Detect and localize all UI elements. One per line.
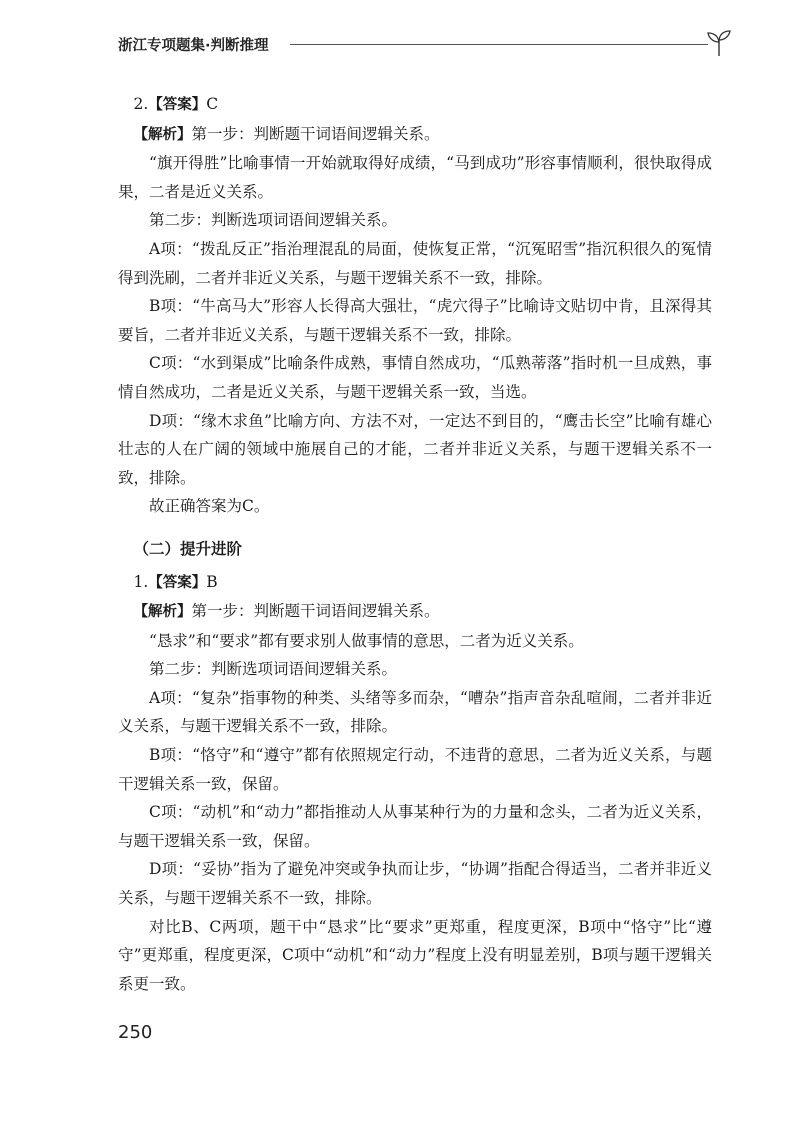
sprout-icon (704, 28, 734, 58)
q1-stem: “恳求”和“要求”都有要求别人做事情的意思，二者为近义关系。 (149, 631, 584, 650)
q2-answer-tag: 【答案】 (148, 97, 207, 113)
q1-option-b: B项：“恪守”和“遵守”都有依照规定行动，不违背的意思，二者为近义关系，与题干逻辑关系一致，保留。 (118, 746, 712, 793)
q1-option-c: C项：“动机”和“动力”都指推动人从事某种行为的力量和念头，二者为近义关系，与题干逻辑关系一致，保留。 (118, 803, 712, 850)
q1-answer-tag: 【答案】 (148, 574, 207, 591)
q2-answer-num: 2. (133, 95, 149, 113)
header-rule (290, 44, 708, 45)
q2-option-d: D项：“缘木求鱼”比喻方向、方法不对，一定达不到目的，“鹰击长空”比喻有雄心壮志的人在广阔的领域中施展自己的才能，二者并非近义关系，与题干逻辑关系不一致，排除。 (118, 411, 712, 487)
q2-conclusion: 故正确答案为C。 (149, 497, 270, 516)
page-number: 250 (118, 1022, 153, 1043)
q1-answer-line (118, 568, 712, 598)
page-content (118, 90, 712, 998)
q2-analysis-line (118, 120, 712, 150)
q2-option-a: A项：“拨乱反正”指治理混乱的局面，使恢复正常，“沉冤昭雪”指沉积很久的冤情得到洗刷，二者并非近义关系，与题干逻辑关系不一致，排除。 (118, 239, 712, 287)
q1-option-d: D项：“妥协”指为了避免冲突或争执而让步，“协调”指配合得适当，二者并非近义关系，与题干逻辑关系不一致，排除。 (118, 860, 712, 908)
q2-step2: 第二步：判断选项词语间逻辑关系。 (149, 211, 398, 230)
q2-answer-line (118, 90, 712, 120)
q2-option-c: C项：“水到渠成”比喻条件成熟，事情自然成功，“瓜熟蒂落”指时机一旦成熟，事情自然成功，二者是近义关系，与题干逻辑关系一致，当选。 (118, 354, 712, 401)
header-title: 浙江专项题集·判断推理 (118, 38, 269, 54)
q1-step2: 第二步：判断选项词语间逻辑关系。 (149, 660, 398, 679)
q1-analysis-tag: 【解析】 (133, 604, 192, 621)
q1-answer-num: 1. (133, 572, 149, 591)
q2-stem: “旗开得胜”比喻事情一开始就取得好成绩，“马到成功”形容事情顺利，很快取得成果，二者是近义关系。 (118, 154, 712, 201)
section-title: （二）提升进阶 (133, 539, 243, 558)
q1-step1: 第一步：判断题干词语间逻辑关系。 (191, 602, 440, 621)
q1-option-a: A项：“复杂”指事物的种类、头绪等多而杂，“嘈杂”指声音杂乱喧闹，二者并非近义关系，与题干逻辑关系不一致，排除。 (118, 688, 712, 736)
q2-option-b: B项：“牛高马大”形容人长得高大强壮，“虎穴得子”比喻诗文贴切中肯，且深得其要旨，二者并非近义关系，与题干逻辑关系不一致，排除。 (118, 297, 712, 344)
page-header (118, 28, 728, 58)
q2-step1: 第一步：判断题干词语间逻辑关系。 (191, 124, 440, 143)
q1-analysis-line (118, 597, 712, 627)
q1-answer-value: B (206, 572, 218, 591)
q2-analysis-tag: 【解析】 (133, 126, 192, 143)
q1-comparison: 对比B、C两项，题干中“恳求”比“要求”更郑重，程度更深，B项中“恪守”比“遵守”更郑重，程度更深，C项中“动机”和“动力”程度上没有明显差别，B项与题干逻辑关系更一致。 (118, 917, 712, 993)
q2-answer-value: C (206, 95, 219, 113)
